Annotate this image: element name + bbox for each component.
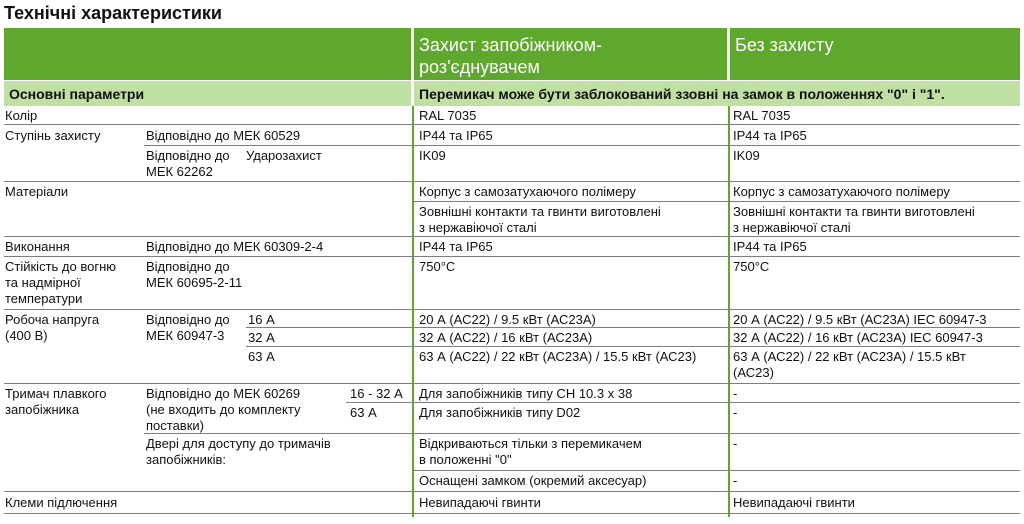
row-divider — [346, 402, 1020, 403]
cell-fuse-materials-contacts-line2: з нержавіючої сталі — [419, 220, 537, 235]
cell-noprot-protection-ik: IK09 — [733, 148, 760, 163]
row-divider — [4, 383, 1020, 384]
cell-noprot-voltage-63a-line2: (АС23) — [733, 365, 774, 380]
voltage-sub-63a: 63 А — [248, 349, 275, 364]
cell-fuse-color: RAL 7035 — [419, 108, 477, 123]
holder-sub-16-32a: 16 - 32 А — [350, 386, 403, 401]
cell-noprot-holder-16-32a: - — [733, 386, 738, 401]
row-divider — [4, 236, 1020, 237]
cell-fuse-fire: 750°C — [419, 259, 456, 274]
table-bottom-rule — [4, 513, 1020, 514]
cell-noprot-protection-ip: IP44 та IP65 — [733, 128, 807, 143]
header-fuse-line2: роз'єднувачем — [419, 57, 540, 77]
cell-fuse-doors-open-line2: в положенні "0" — [419, 452, 512, 467]
row-label-holder-line2: запобіжника — [5, 402, 80, 417]
row-label-fire-line3: температури — [5, 291, 83, 306]
std-holder-line3: поставки) — [146, 418, 204, 433]
cell-fuse-doors-open-line1: Відкриваються тільки з перемикачем — [419, 436, 642, 451]
section-note: Перемикач може бути заблокований ззовні на замок в положеннях "0" і "1". — [419, 86, 945, 102]
row-divider — [4, 181, 1020, 182]
row-divider — [4, 256, 1020, 257]
row-label-fire-line1: Стійкість до вогню — [5, 259, 116, 274]
cell-noprot-voltage-16a: 20 А (АС22) / 9.5 кВт (АС23А) IEC 60947-3 — [733, 312, 987, 327]
row-divider — [4, 491, 1020, 492]
std-holder-line2: (не входить до комплекту — [146, 402, 301, 417]
cell-fuse-materials-body: Корпус з самозатухаючого полімеру — [419, 184, 636, 199]
section-label: Основні параметри — [9, 86, 145, 102]
cell-fuse-protection-ik: IK09 — [419, 148, 446, 163]
cell-fuse-voltage-16a: 20 А (АС22) / 9.5 кВт (АС23А) — [419, 312, 596, 327]
row-label-voltage-line2: (400 В) — [5, 328, 48, 343]
row-label-terminals: Клеми підлючення — [5, 495, 118, 510]
column-divider-fuse — [412, 106, 414, 517]
row-divider — [246, 346, 1020, 347]
header-noprot: Без захисту — [735, 35, 834, 55]
cell-fuse-holder-16-32a: Для запобіжників типу СН 10.3 х 38 — [419, 386, 633, 401]
row-divider — [414, 201, 1020, 202]
header-fuse-line1: Захист запобіжником- — [419, 35, 603, 55]
cell-noprot-design: IP44 та IP65 — [733, 239, 807, 254]
cell-fuse-doors-lock: Оснащені замком (окремий аксесуар) — [419, 473, 647, 488]
cell-noprot-materials-contacts-line1: Зовнішні контакти та гвинти виготовлені — [733, 204, 975, 219]
std-fire-line2: МЕК 60695-2-11 — [146, 275, 243, 290]
protection-impact-label: Ударозахист — [246, 148, 322, 163]
row-divider — [144, 145, 1020, 146]
std-protection-iec60529: Відповідно до МЕК 60529 — [146, 128, 301, 143]
row-divider — [4, 309, 1020, 310]
cell-noprot-color: RAL 7035 — [733, 108, 791, 123]
row-label-holder-line1: Тримач плавкого — [5, 386, 107, 401]
std-voltage-line2: МЕК 60947-3 — [146, 328, 225, 343]
cell-noprot-voltage-32a: 32 А (АС22) / 16 кВт (АС23А) IEC 60947-3 — [733, 330, 983, 345]
voltage-sub-32a: 32 А — [248, 330, 275, 345]
holder-doors-label-line1: Двері для доступу до тримачів — [146, 436, 331, 451]
cell-fuse-protection-ip: IP44 та IP65 — [419, 128, 493, 143]
cell-fuse-terminals: Невипадаючі гвинти — [419, 495, 541, 510]
row-divider — [414, 470, 1020, 471]
std-design: Відповідно до МЕК 60309-2-4 — [146, 239, 324, 254]
cell-noprot-terminals: Невипадаючі гвинти — [733, 495, 855, 510]
cell-noprot-doors-open: - — [733, 436, 738, 451]
voltage-sub-16a: 16 А — [248, 312, 275, 327]
cell-noprot-materials-body: Корпус з самозатухаючого полімеру — [733, 184, 950, 199]
cell-noprot-holder-63a: - — [733, 405, 738, 420]
cell-noprot-fire: 750°C — [733, 259, 770, 274]
row-label-voltage-line1: Робоча напруга — [5, 312, 100, 327]
cell-fuse-design: IP44 та IP65 — [419, 239, 493, 254]
cell-fuse-voltage-32a: 32 А (АС22) / 16 кВт (АС23А) — [419, 330, 593, 345]
cell-noprot-voltage-63a-line1: 63 А (АС22) / 22 кВт (АС23А) / 15.5 кВт — [733, 349, 966, 364]
cell-fuse-materials-contacts-line1: Зовнішні контакти та гвинти виготовлені — [419, 204, 661, 219]
row-divider — [4, 124, 1020, 125]
cell-noprot-doors-lock: - — [733, 473, 738, 488]
std-protection-iec62262-line1: Відповідно до — [146, 148, 230, 163]
std-holder-line1: Відповідно до МЕК 60269 — [146, 386, 301, 401]
row-label-color: Колір — [5, 108, 38, 123]
std-fire-line1: Відповідно до — [146, 259, 230, 274]
cell-fuse-voltage-63a: 63 А (АС22) / 22 кВт (АС23А) / 15.5 кВт (АС23) — [419, 349, 697, 364]
std-voltage-line1: Відповідно до — [146, 312, 230, 327]
page-title: Технічні характеристики — [4, 3, 222, 23]
header-band-params — [4, 28, 411, 80]
cell-noprot-materials-contacts-line2: з нержавіючої сталі — [733, 220, 851, 235]
holder-doors-label-line2: запобіжників: — [146, 452, 227, 467]
column-divider-noprot — [728, 106, 730, 517]
cell-fuse-holder-63a: Для запобіжників типу D02 — [419, 405, 581, 420]
row-label-materials: Матеріали — [5, 184, 69, 199]
std-protection-iec62262-line2: МЕК 62262 — [146, 164, 213, 179]
row-label-fire-line2: та надмірної — [5, 275, 81, 290]
row-label-protection: Ступінь захисту — [5, 128, 101, 143]
row-divider — [144, 433, 1020, 434]
holder-sub-63a: 63 А — [350, 405, 377, 420]
row-label-design: Виконання — [5, 239, 70, 254]
